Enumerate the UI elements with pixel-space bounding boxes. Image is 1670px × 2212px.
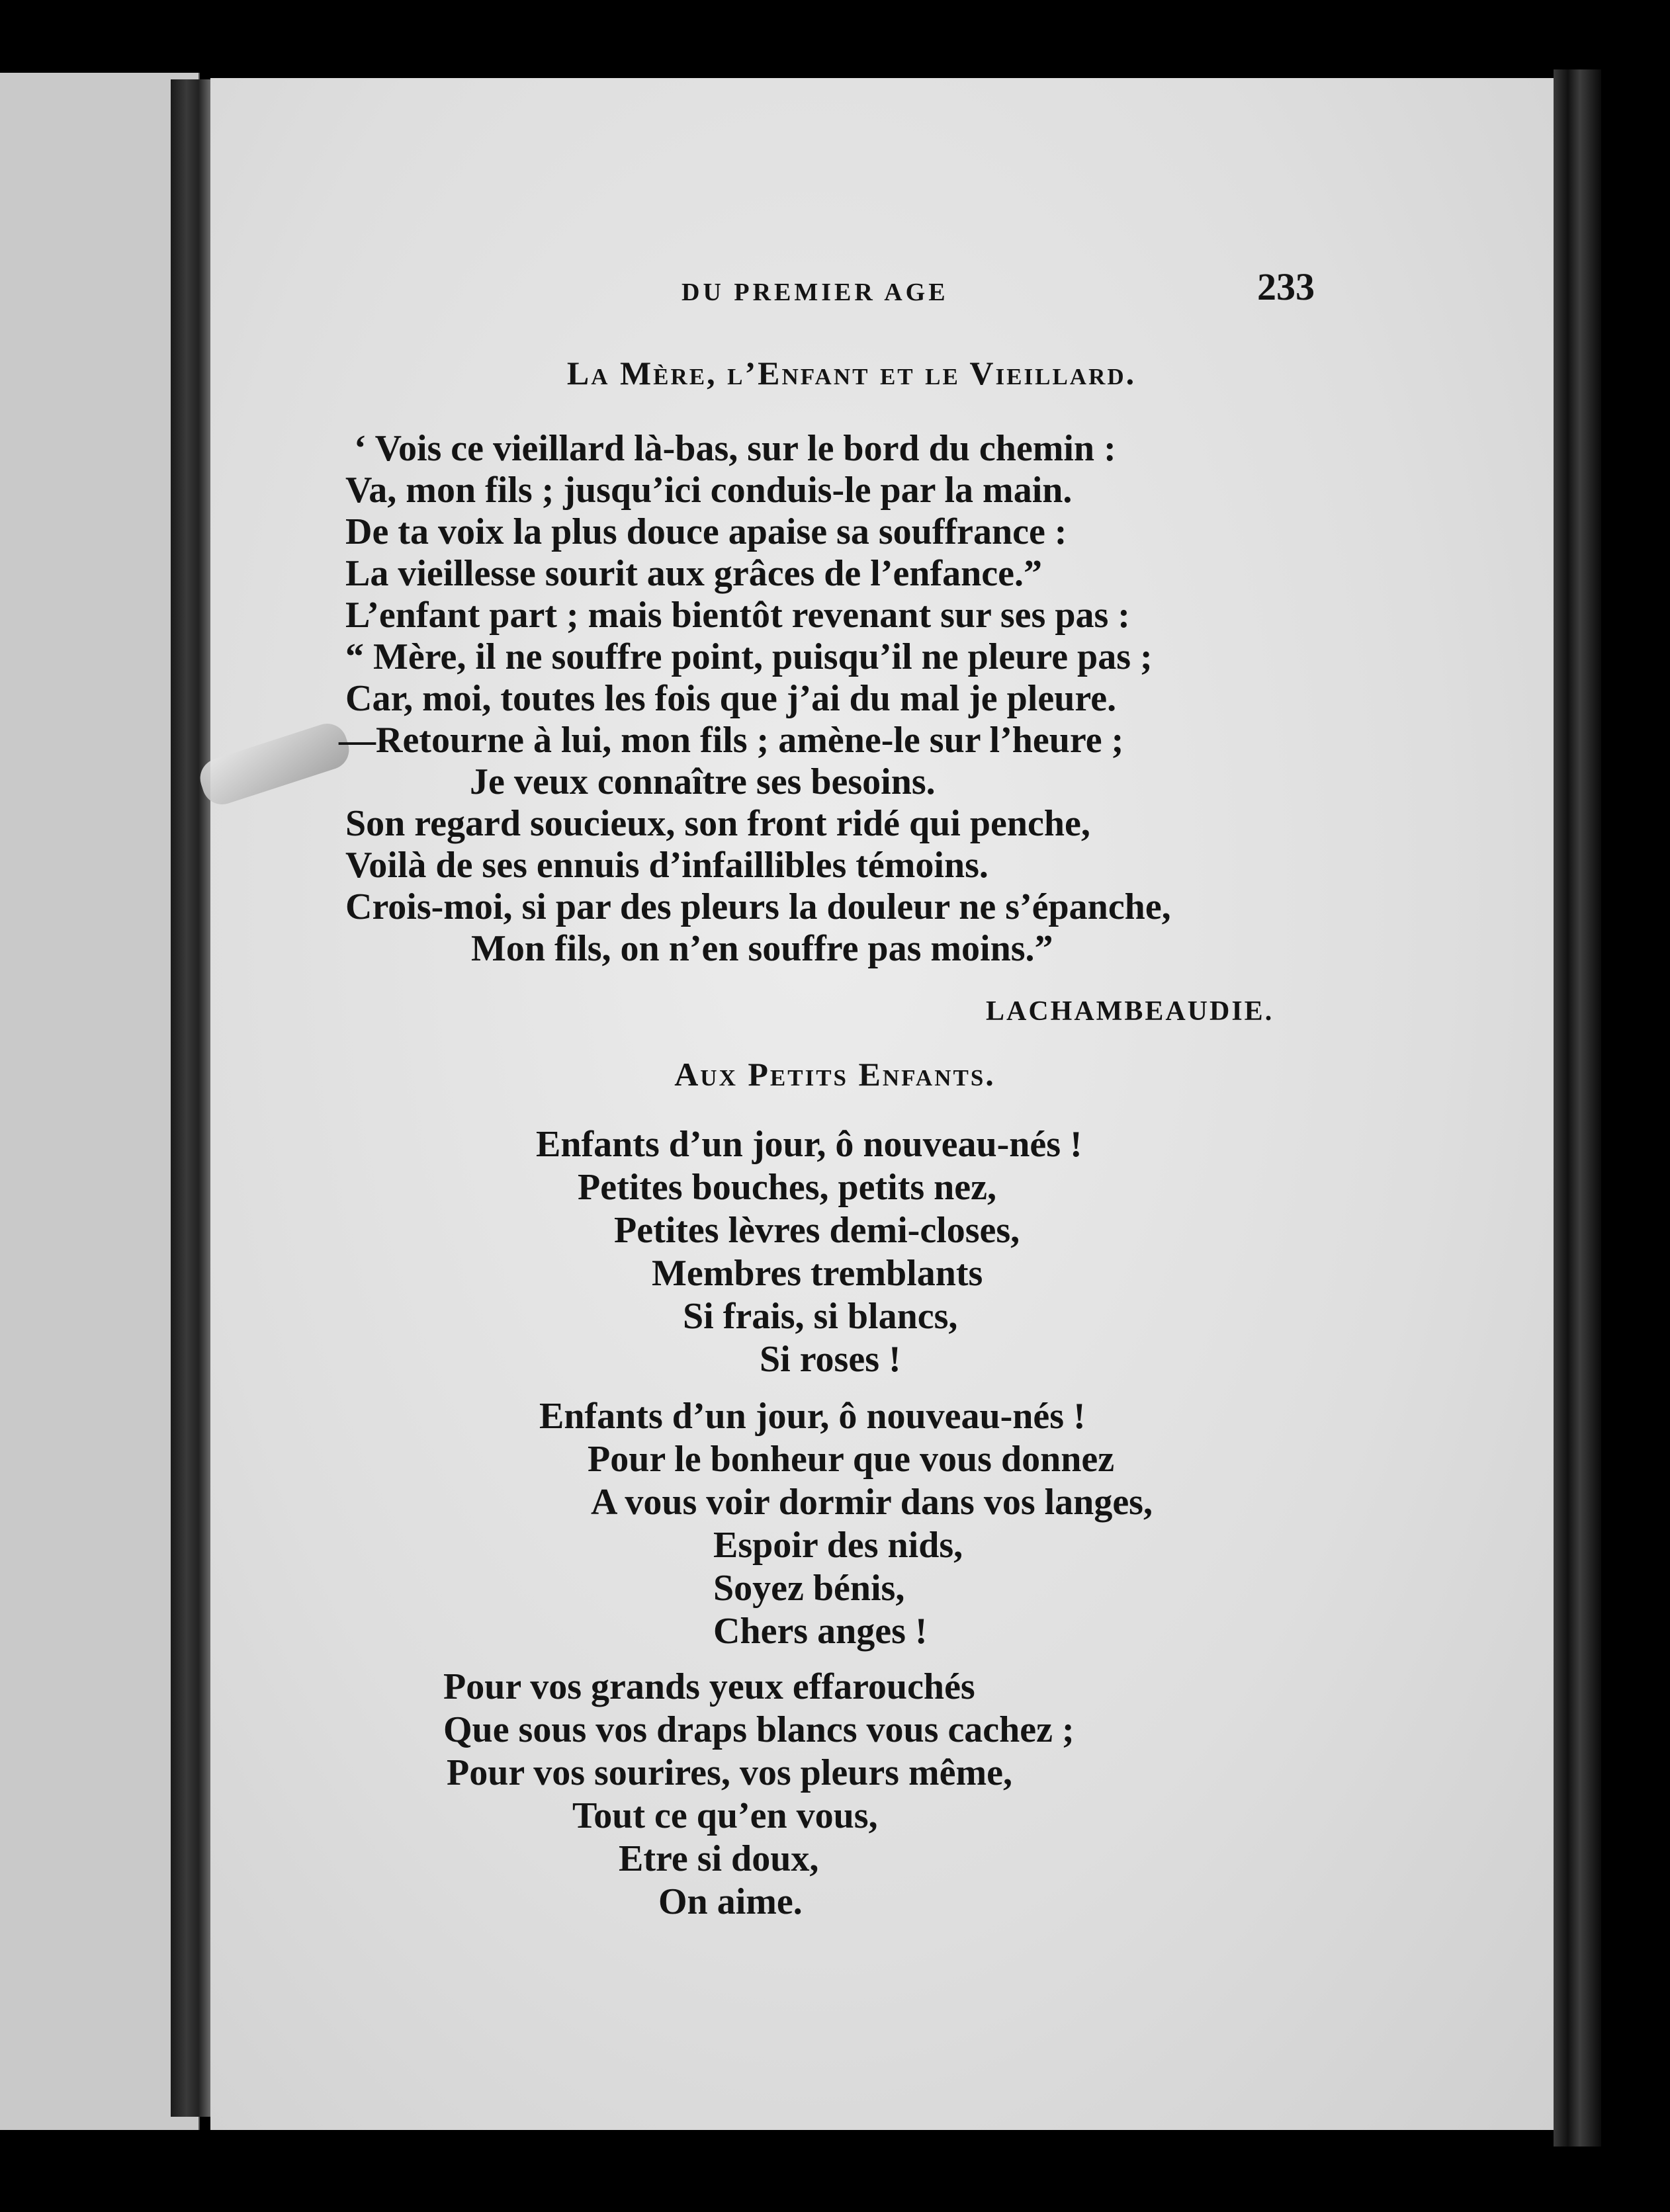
poem-line: Pour vos grands yeux effarouchés <box>443 1666 975 1707</box>
poem-line: A vous voir dormir dans vos langes, <box>591 1482 1153 1523</box>
poem-line: Pour le bonheur que vous donnez <box>588 1439 1115 1480</box>
poem-line: Petites bouches, petits nez, <box>578 1167 997 1208</box>
poem-line: Membres tremblants <box>652 1253 983 1294</box>
poem-line: Enfants d’un jour, ô nouveau-nés ! <box>536 1124 1082 1165</box>
poem-author: LACHAMBEAUDIE. <box>986 996 1274 1027</box>
poem-line: L’enfant part ; mais bientôt revenant sur ses pas : <box>345 595 1130 636</box>
poem-line: “ Mère, il ne souffre point, puisqu’il ne pleure pas ; <box>345 636 1153 677</box>
poem-line: La vieillesse sourit aux grâces de l’enfance.” <box>345 553 1042 594</box>
page-number: 233 <box>1257 265 1315 308</box>
poem-line: Je veux connaître ses besoins. <box>470 761 936 802</box>
poem-line: Que sous vos draps blancs vous cachez ; <box>443 1709 1075 1750</box>
poem-line: Petites lèvres demi-closes, <box>614 1210 1020 1251</box>
poem-line: Si roses ! <box>760 1339 901 1380</box>
poem-line: Son regard soucieux, son front ridé qui penche, <box>345 803 1090 844</box>
poem-line: Espoir des nids, <box>713 1525 963 1566</box>
poem-line: Crois-moi, si par des pleurs la douleur ne s’épanche, <box>345 886 1171 927</box>
poem-line: Mon fils, on n’en souffre pas moins.” <box>471 928 1053 969</box>
poem-line: Etre si doux, <box>619 1838 819 1879</box>
poem-line: Voilà de ses ennuis d’infaillibles témoins. <box>345 845 989 886</box>
poem-line: Tout ce qu’en vous, <box>572 1795 878 1836</box>
poem-line: Pour vos sourires, vos pleurs même, <box>447 1752 1012 1793</box>
poem-line: —Retourne à lui, mon fils ; amène-le sur l’heure ; <box>339 720 1124 761</box>
poem-title: La Mère, l’Enfant et le Vieillard. <box>566 355 1137 392</box>
poem-line: Chers anges ! <box>713 1611 928 1652</box>
poem-title: Aux Petits Enfants. <box>674 1056 996 1093</box>
poem-line: ‘ Vois ce vieillard là-bas, sur le bord du chemin : <box>354 428 1116 469</box>
running-head: DU PREMIER AGE <box>681 278 949 306</box>
poem-line: Va, mon fils ; jusqu’ici conduis-le par la main. <box>345 470 1073 511</box>
poem-line: On aime. <box>658 1881 803 1922</box>
poem-line: Enfants d’un jour, ô nouveau-nés ! <box>539 1396 1086 1437</box>
poem-line: Soyez bénis, <box>713 1568 905 1609</box>
poem-line: Si frais, si blancs, <box>683 1296 958 1337</box>
poem-line: De ta voix la plus douce apaise sa souffrance : <box>345 511 1067 552</box>
poem-line: Car, moi, toutes les fois que j’ai du mal je pleure. <box>345 678 1117 719</box>
